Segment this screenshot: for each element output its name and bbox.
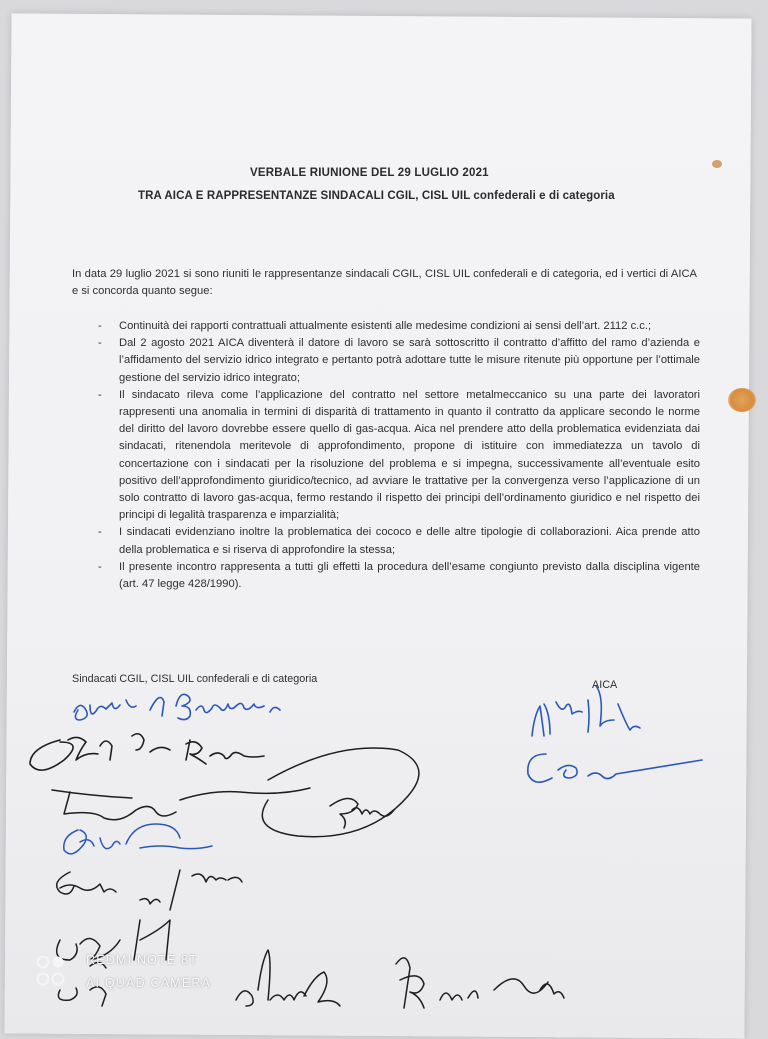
signature-black-1: [30, 734, 264, 770]
signature-black-3: [330, 798, 394, 828]
intro-paragraph: In data 29 luglio 2021 si sono riuniti le rappresentanze sindacali CGIL, CISL UIL confederali e di categoria, ed i vertici di AICA e si concorda quanto segue:: [72, 268, 697, 297]
signature-blue-2: [176, 694, 280, 719]
document-title: VERBALE RIUNIONE DEL 29 LUGLIO 2021: [250, 167, 489, 179]
list-item-text: Dal 2 agosto 2021 AICA diventerà il datore di lavoro se sarà sottoscritto il contratto d’affitto del ramo d’azienda e l’affidamento del servizio idrico integrato e pertanto potrà adottare tutte le misure ritenute più opportune per l’ottimale gestione del servizio idrico integrato;: [119, 337, 700, 384]
signatories-right-label: AICA: [592, 679, 618, 691]
list-dash: -: [98, 320, 102, 332]
list-item-text: Il sindacato rileva come l’applicazione del contratto nel settore metalmeccanico su una parte dei lavoratori rappresenti una anomalia in termini di disparità di trattamento in quanto il contratto da applicare secondo le norme del diritto del lavoro dovrebbe essere quello di gas-acqua. Aica nel prendere atto della problematica evidenziata dai sindacati, ritenendola meritevole di approfondimento, propone di istituire con immediatezza un tavolo di concertazione con i sindacati per la risoluzione del problema e si impegna, successivamente all’eventuale esito positivo dell’approfondimento giuridico/tecnico, ad avviare le trattative per la convergenza verso l’applicazione di un solo contratto di lavoro gas-acqua, fermo restando il rispetto dei principi dell’ordinamento giuridico e nel rispetto dei principi di legalità trasparenza e imparzialità;: [119, 388, 700, 522]
watermark-camera: AI QUAD CAMERA: [86, 976, 212, 990]
list-dash: -: [98, 526, 102, 539]
watermark-model: REDMI NOTE 8T: [86, 953, 199, 967]
signature-blue-1: [74, 698, 164, 721]
list-dash: -: [98, 560, 102, 573]
signatories-left-label: Sindacati CGIL, CISL UIL confederali e di categoria: [72, 673, 318, 685]
list-item-text: Continuità dei rapporti contrattuali attualmente esistenti alle medesime condizioni ai sensi dell’art. 2112 c.c.;: [119, 320, 652, 332]
signature-black-4: [57, 870, 242, 910]
signature-black-6: [236, 950, 340, 1006]
signature-aica-1: [532, 686, 640, 736]
list-item-text: Il presente incontro rappresenta a tutti gli effetti la procedura dell’esame congiunto previsto dalla disciplina vigente (art. 47 legge 428/1990).: [119, 560, 700, 591]
signature-black-2: [52, 748, 419, 837]
list-dash: -: [98, 337, 102, 350]
signature-aica-2: [528, 754, 702, 782]
camera-dots-icon: [34, 953, 80, 993]
list-item-text: I sindacati evidenziano inoltre la problematica dei cococo e delle altre tipologie di collaborazioni. Aica prende atto della problematica e si riserva di approfondire la stessa;: [119, 526, 700, 556]
signature-blue-3: [64, 824, 212, 854]
list-dash: -: [98, 388, 102, 401]
document-subtitle: TRA AICA E RAPPRESENTANZE SINDACALI CGIL, CISL UIL confederali e di categoria: [138, 190, 615, 202]
signature-black-7: [396, 958, 564, 1008]
